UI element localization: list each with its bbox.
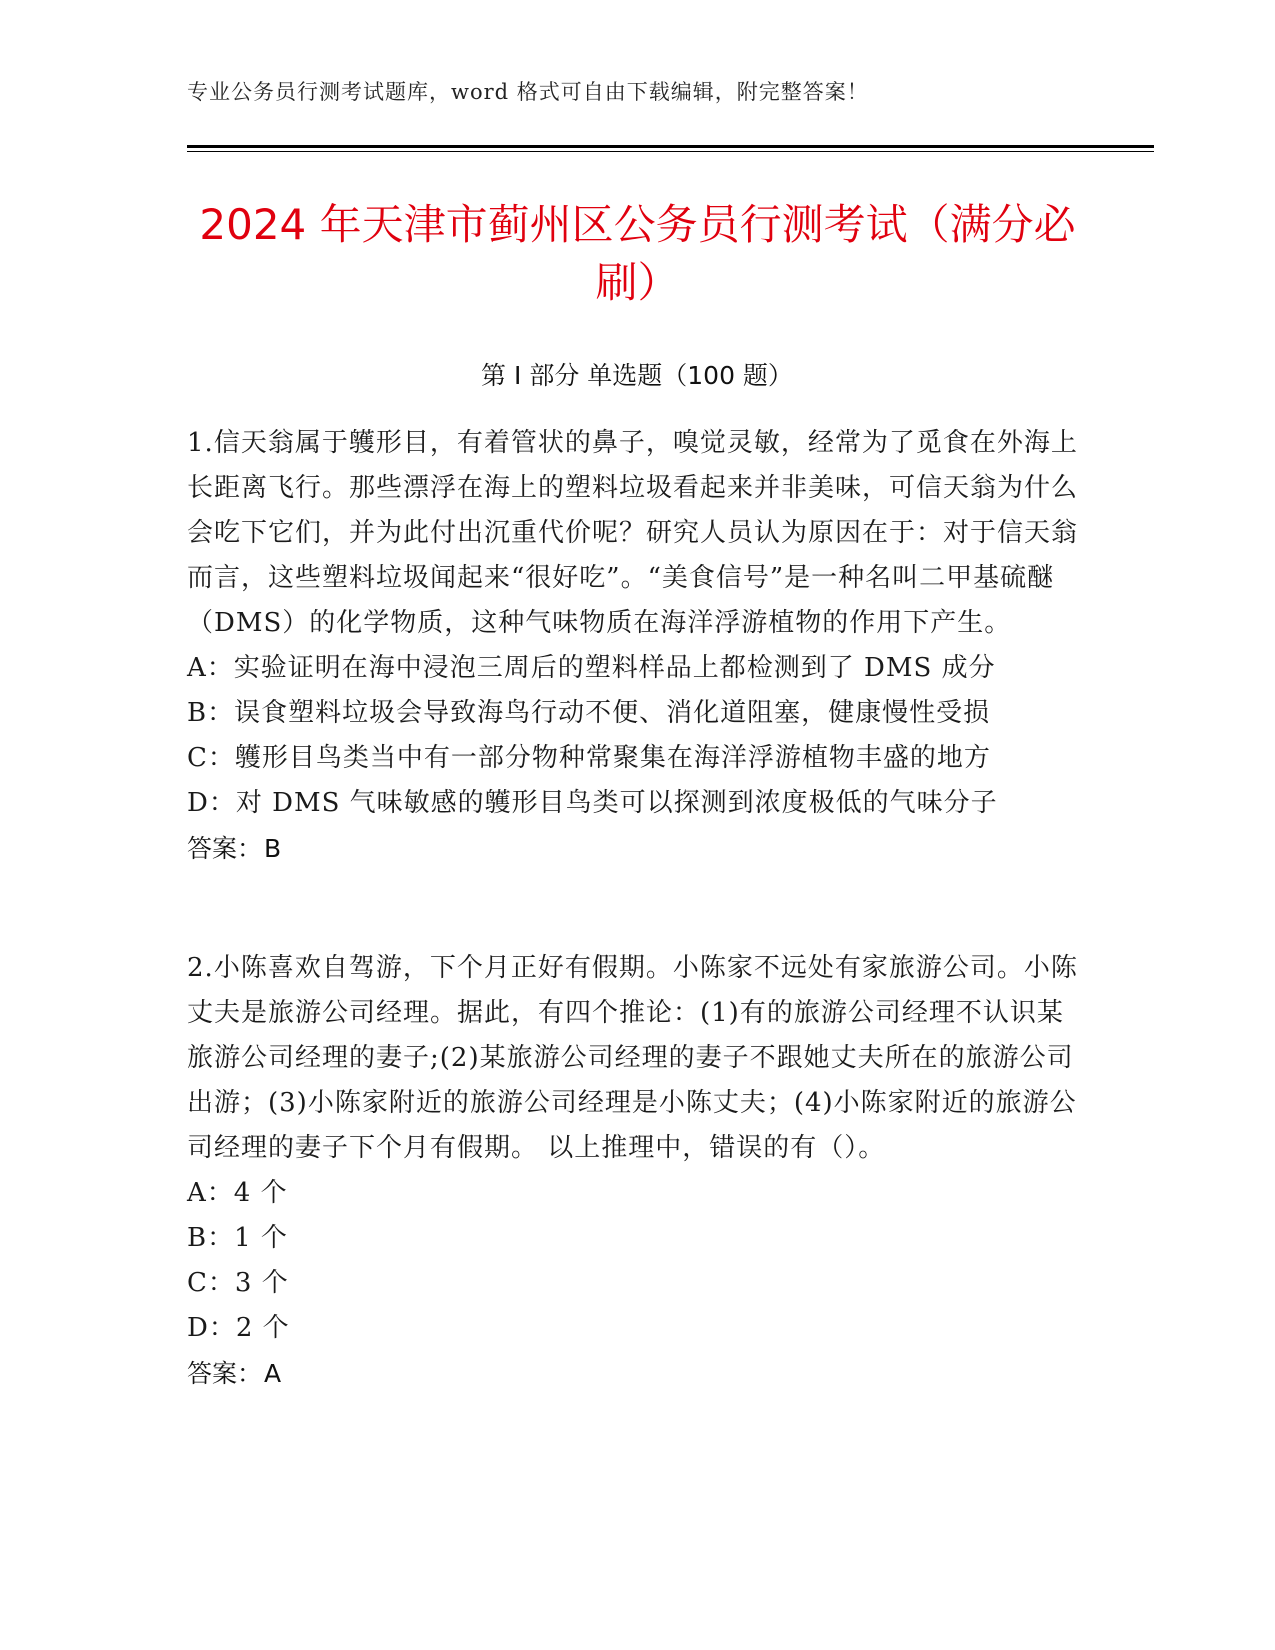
option-c: C：鹱形目鸟类当中有一部分物种常聚集在海洋浮游植物丰盛的地方 [187,743,991,773]
answer-value: B [264,834,282,863]
document-title: 2024 年天津市蓟州区公务员行测考试（满分必刷） [199,200,1076,307]
option-b: B：1 个 [187,1223,288,1253]
option-b: B：误食塑料垃圾会导致海鸟行动不便、消化道阻塞，健康慢性受损 [187,698,991,728]
option-c: C：3 个 [187,1268,289,1298]
header-rule-thick [187,145,1154,148]
answer-line [187,826,1082,872]
question-number: 1. [187,428,214,458]
question-stem [187,421,1082,646]
answer-line [187,1351,1082,1397]
option-d: D：对 DMS 气味敏感的鹱形目鸟类可以探测到浓度极低的气味分子 [187,788,998,818]
option-a: A：4 个 [187,1178,288,1208]
question-number: 2. [187,953,214,983]
question-text: 信天翁属于鹱形目，有着管状的鼻子，嗅觉灵敏，经常为了觅食在外海上长距离飞行。那些漂浮在海上的塑料垃圾看起来并非美味，可信天翁为什么会吃下它们，并为此付出沉重代价呢？研究人员认为原因在于：对于信天翁而言，这些塑料垃圾闻起来“很好吃”。“美食信号”是一种名叫二甲基硫醚（DMS）的化学物质，这种气味物质在海洋浮游植物的作用下产生。 [187,428,1079,638]
option-a: A：实验证明在海中浸泡三周后的塑料样品上都检测到了 DMS 成分 [187,653,996,683]
answer-label: 答案： [187,834,263,863]
question-2 [187,946,1082,1397]
option-d: D：2 个 [187,1313,290,1343]
answer-label: 答案： [187,1359,263,1388]
header-rule-thin [187,151,1154,152]
section-title: 第 I 部分 单选题（100 题） [481,361,793,390]
header-note: 专业公务员行测考试题库，word 格式可自由下载编辑，附完整答案！ [187,80,869,104]
question-1 [187,421,1082,872]
question-stem [187,946,1082,1171]
question-text: 小陈喜欢自驾游，下个月正好有假期。小陈家不远处有家旅游公司。小陈丈夫是旅游公司经理。据此，有四个推论：(1)有的旅游公司经理不认识某旅游公司经理的妻子;(2)某旅游公司经理的妻子不跟她丈夫所在的旅游公司出游；(3)小陈家附近的旅游公司经理是小陈丈夫；(4)小陈家附近的旅游公司经理的妻子下个月有假期。 以上推理中，错误的有（）。 [187,953,1078,1163]
answer-value: A [264,1359,282,1388]
